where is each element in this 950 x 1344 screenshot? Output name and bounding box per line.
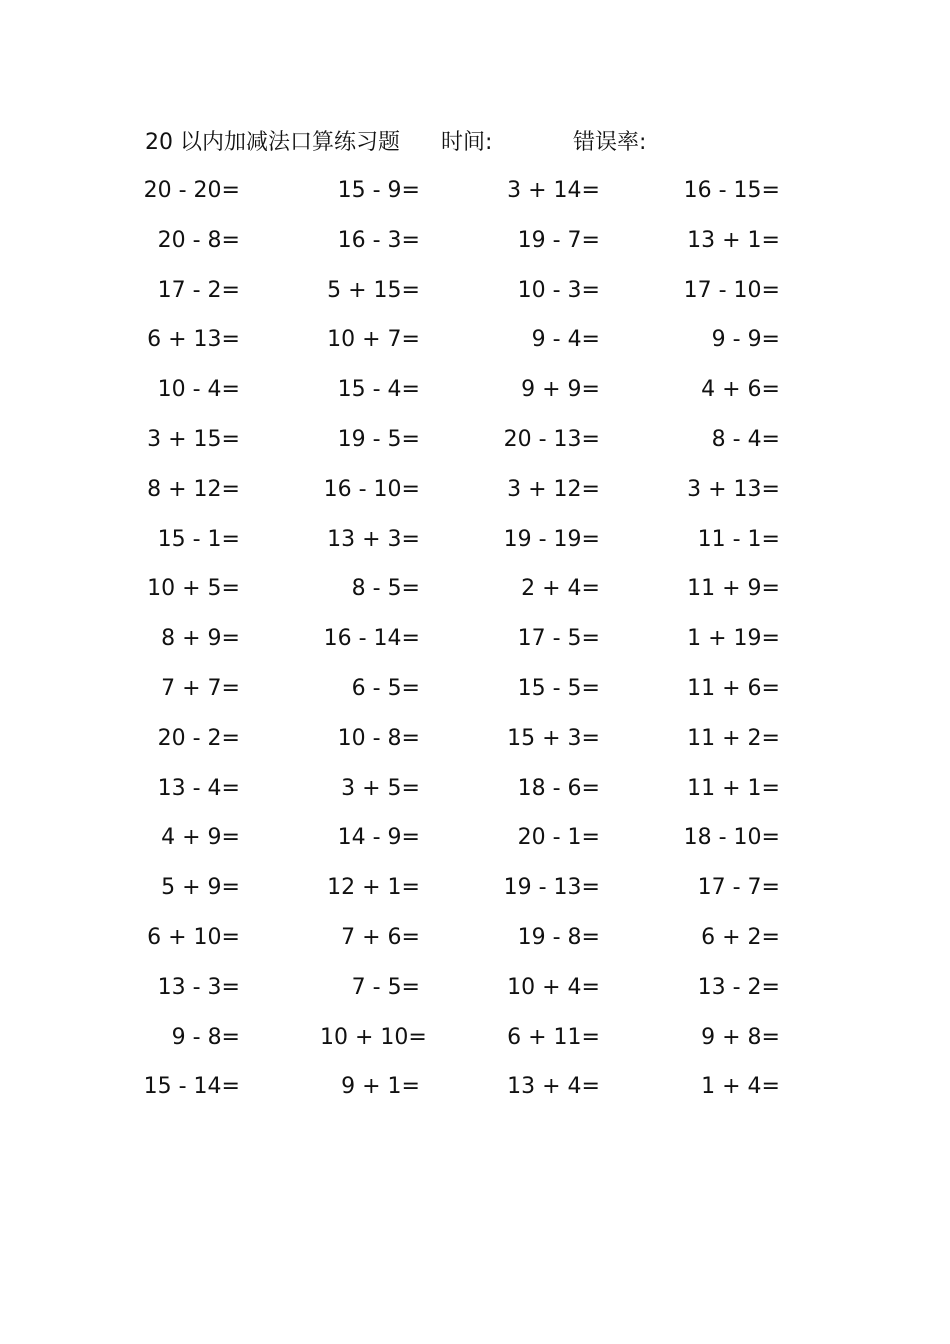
problem-item: 3 + 13= (687, 476, 780, 502)
problem-item: 13 - 3= (157, 974, 240, 1000)
problem-item: 6 - 5= (351, 675, 420, 701)
problem-item: 4 + 9= (161, 825, 240, 851)
problem-item: 1 + 4= (701, 1074, 780, 1100)
problem-item: 9 - 9= (711, 327, 780, 353)
error-rate-label: 错误率: (573, 130, 647, 155)
problem-item: 12 + 1= (327, 875, 420, 901)
problem-row (140, 970, 800, 1020)
problem-item: 10 - 8= (337, 725, 420, 751)
problem-item: 4 + 6= (701, 377, 780, 403)
problem-row (140, 322, 800, 372)
problem-row (140, 621, 800, 671)
problem-item: 15 - 4= (337, 377, 420, 403)
problem-row (140, 1069, 800, 1119)
problem-row (140, 273, 800, 323)
problem-item: 16 - 3= (337, 227, 420, 253)
problem-row (140, 771, 800, 821)
problem-item: 13 + 4= (507, 1074, 600, 1100)
problem-item: 11 + 1= (687, 775, 780, 801)
problem-item: 10 + 4= (507, 974, 600, 1000)
problem-item: 8 - 5= (351, 576, 420, 602)
problem-item: 8 + 9= (161, 626, 240, 652)
problem-row (140, 223, 800, 273)
problem-item: 6 + 10= (147, 924, 240, 950)
problem-item: 7 + 7= (161, 675, 240, 701)
problem-item: 14 - 9= (337, 825, 420, 851)
problem-item: 10 + 7= (327, 327, 420, 353)
problem-item: 2 + 4= (521, 576, 600, 602)
problem-item: 20 - 13= (503, 426, 600, 452)
problem-item: 8 + 12= (147, 476, 240, 502)
problem-item: 15 + 3= (507, 725, 600, 751)
problem-item: 17 - 2= (157, 277, 240, 303)
problem-item: 3 + 15= (147, 426, 240, 452)
problem-item: 16 - 15= (683, 178, 780, 203)
problem-item: 16 - 14= (323, 626, 420, 652)
problem-item: 19 - 8= (517, 924, 600, 950)
problem-item: 19 - 5= (337, 426, 420, 452)
problem-item: 13 - 2= (697, 974, 780, 1000)
problem-item: 18 - 6= (517, 775, 600, 801)
problem-item: 9 - 8= (171, 1024, 240, 1050)
problem-item: 15 - 9= (337, 178, 420, 203)
problem-item: 11 + 6= (687, 675, 780, 701)
problem-item: 1 + 19= (687, 626, 780, 652)
problem-item: 10 - 4= (157, 377, 240, 403)
problem-row (140, 173, 800, 223)
problem-item: 20 - 1= (517, 825, 600, 851)
problem-item: 15 - 5= (517, 675, 600, 701)
problem-row (140, 1020, 800, 1070)
problem-item: 10 + 10= (320, 1024, 427, 1050)
problem-item: 6 + 11= (507, 1024, 600, 1050)
problem-item: 20 - 20= (143, 178, 240, 203)
problem-item: 20 - 8= (157, 227, 240, 253)
problem-item: 17 - 10= (683, 277, 780, 303)
problem-item: 13 + 1= (687, 227, 780, 253)
problem-row (140, 920, 800, 970)
worksheet-title: 20 以内加减法口算练习题 (145, 130, 400, 155)
problem-row (140, 721, 800, 771)
problem-item: 17 - 5= (517, 626, 600, 652)
problem-item: 20 - 2= (157, 725, 240, 751)
problem-row (140, 671, 800, 721)
problem-item: 6 + 2= (701, 924, 780, 950)
problem-item: 9 + 1= (341, 1074, 420, 1100)
problem-item: 10 - 3= (517, 277, 600, 303)
problem-item: 16 - 10= (323, 476, 420, 502)
problem-grid (140, 173, 800, 1119)
problem-item: 15 - 1= (157, 526, 240, 552)
problem-item: 6 + 13= (147, 327, 240, 353)
problem-item: 5 + 15= (327, 277, 420, 303)
problem-row (140, 522, 800, 572)
problem-item: 3 + 12= (507, 476, 600, 502)
problem-row (140, 571, 800, 621)
problem-item: 7 + 6= (341, 924, 420, 950)
problem-item: 13 - 4= (157, 775, 240, 801)
problem-row (140, 372, 800, 422)
problem-item: 19 - 19= (503, 526, 600, 552)
problem-item: 7 - 5= (351, 974, 420, 1000)
problem-item: 18 - 10= (683, 825, 780, 851)
problem-item: 11 + 2= (687, 725, 780, 751)
problem-item: 13 + 3= (327, 526, 420, 552)
problem-row (140, 870, 800, 920)
problem-item: 8 - 4= (711, 426, 780, 452)
problem-row (140, 472, 800, 522)
problem-item: 3 + 14= (507, 178, 600, 203)
problem-item: 17 - 7= (697, 875, 780, 901)
problem-item: 11 + 9= (687, 576, 780, 602)
problem-item: 15 - 14= (143, 1074, 240, 1100)
problem-item: 9 - 4= (531, 327, 600, 353)
problem-item: 3 + 5= (341, 775, 420, 801)
problem-item: 9 + 8= (701, 1024, 780, 1050)
problem-row (140, 820, 800, 870)
problem-item: 9 + 9= (521, 377, 600, 403)
time-label: 时间: (441, 130, 493, 155)
problem-item: 5 + 9= (161, 875, 240, 901)
problem-item: 19 - 7= (517, 227, 600, 253)
problem-item: 11 - 1= (697, 526, 780, 552)
problem-item: 19 - 13= (503, 875, 600, 901)
problem-item: 10 + 5= (147, 576, 240, 602)
problem-row (140, 422, 800, 472)
